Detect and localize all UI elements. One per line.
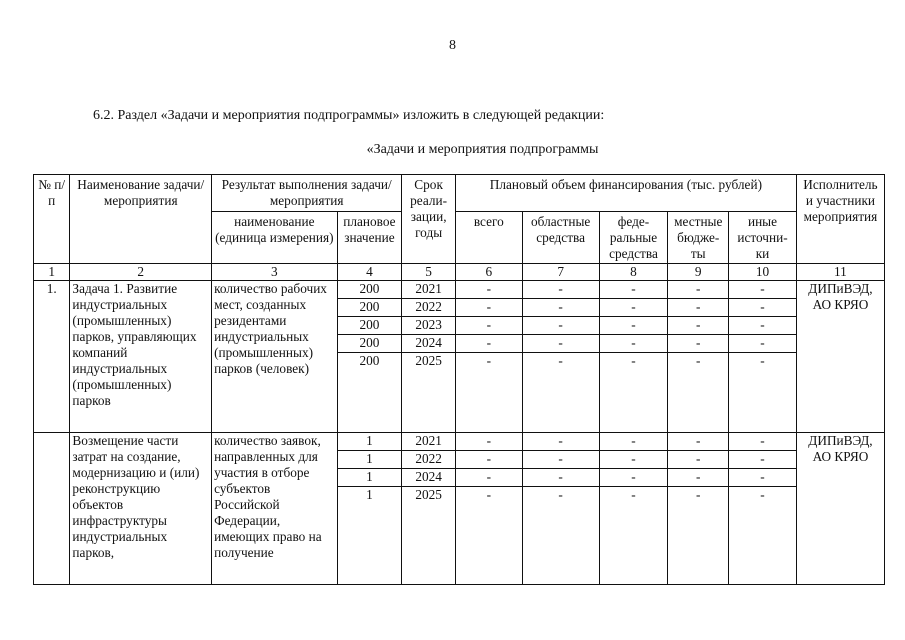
header-finance-group: Плановый объем финансирования (тыс. рублей): [455, 175, 796, 212]
column-number: 6: [455, 264, 522, 281]
column-number: 1: [34, 264, 70, 281]
table-row: [34, 433, 885, 451]
fin-total: -: [455, 469, 522, 487]
fin-local: -: [668, 335, 729, 353]
column-number: 11: [796, 264, 884, 281]
plan-value: 1: [337, 433, 402, 451]
fin-regional: -: [522, 451, 599, 469]
column-number: 2: [70, 264, 212, 281]
column-number: 5: [402, 264, 456, 281]
year: 2024: [402, 335, 456, 353]
fin-federal: -: [599, 335, 668, 353]
executor: ДИПиВЭД, АО КРЯО: [796, 433, 884, 585]
tasks-table: [33, 174, 885, 585]
header-result-group: Результат выполнения задачи/мероприятия: [212, 175, 402, 212]
fin-local: -: [668, 353, 729, 433]
fin-local: -: [668, 469, 729, 487]
fin-federal: -: [599, 451, 668, 469]
fin-regional: -: [522, 299, 599, 317]
fin-local: -: [668, 281, 729, 299]
fin-regional: -: [522, 433, 599, 451]
fin-total: -: [455, 317, 522, 335]
fin-other: -: [729, 299, 797, 317]
year: 2022: [402, 299, 456, 317]
column-number: 8: [599, 264, 668, 281]
plan-value: 1: [337, 469, 402, 487]
fin-federal: -: [599, 433, 668, 451]
header-executor: Исполнитель и участники мероприятия: [796, 175, 884, 264]
fin-federal: -: [599, 317, 668, 335]
row-num: 1.: [34, 281, 70, 433]
plan-value: 1: [337, 487, 402, 585]
year: 2021: [402, 281, 456, 299]
header-name: Наименование задачи/мероприятия: [70, 175, 212, 264]
year: 2023: [402, 317, 456, 335]
column-number: 4: [337, 264, 402, 281]
fin-total: -: [455, 451, 522, 469]
year: 2025: [402, 487, 456, 585]
plan-value: 200: [337, 335, 402, 353]
header-result-plan: плановое значение: [337, 212, 402, 264]
fin-total: -: [455, 335, 522, 353]
fin-regional: -: [522, 335, 599, 353]
fin-federal: -: [599, 487, 668, 585]
fin-total: -: [455, 299, 522, 317]
plan-value: 200: [337, 353, 402, 433]
header-fin-federal: феде- ральные средства: [599, 212, 668, 264]
row-num: [34, 433, 70, 585]
fin-local: -: [668, 433, 729, 451]
header-term: Срок реали- зации, годы: [402, 175, 456, 264]
task-name: Возмещение части затрат на создание, модернизацию и (или) реконструкцию объектов инфраструктуры индустриальных парков,: [70, 433, 212, 585]
fin-other: -: [729, 281, 797, 299]
column-number: 7: [522, 264, 599, 281]
table-row: [34, 281, 885, 299]
fin-other: -: [729, 451, 797, 469]
fin-other: -: [729, 353, 797, 433]
fin-regional: -: [522, 317, 599, 335]
intro-paragraph: 6.2. Раздел «Задачи и мероприятия подпрограммы» изложить в следующей редакции:: [93, 108, 605, 123]
fin-total: -: [455, 487, 522, 585]
year: 2024: [402, 469, 456, 487]
table-title: «Задачи и мероприятия подпрограммы: [366, 142, 599, 157]
fin-federal: -: [599, 299, 668, 317]
fin-other: -: [729, 433, 797, 451]
fin-local: -: [668, 299, 729, 317]
fin-other: -: [729, 487, 797, 585]
fin-federal: -: [599, 353, 668, 433]
fin-regional: -: [522, 353, 599, 433]
year: 2022: [402, 451, 456, 469]
year: 2025: [402, 353, 456, 433]
plan-value: 200: [337, 281, 402, 299]
column-number: 10: [729, 264, 797, 281]
task-name: Задача 1. Развитие индустриальных (промышленных) парков, управляющих компаний индустриальных (промышленных) парков: [70, 281, 212, 433]
fin-federal: -: [599, 281, 668, 299]
column-numbers-row: [34, 264, 885, 281]
fin-local: -: [668, 451, 729, 469]
fin-other: -: [729, 335, 797, 353]
fin-other: -: [729, 317, 797, 335]
plan-value: 200: [337, 299, 402, 317]
header-fin-local: местные бюдже- ты: [668, 212, 729, 264]
column-number: 9: [668, 264, 729, 281]
plan-value: 200: [337, 317, 402, 335]
fin-federal: -: [599, 469, 668, 487]
fin-total: -: [455, 433, 522, 451]
page-number: 8: [449, 38, 456, 53]
header-fin-regional: областные средства: [522, 212, 599, 264]
fin-other: -: [729, 469, 797, 487]
year: 2021: [402, 433, 456, 451]
indicator-name: количество заявок, направленных для участия в отборе субъектов Российской Федерации, имеющих право на получение: [212, 433, 337, 585]
fin-local: -: [668, 317, 729, 335]
header-result-name: наименование (единица измерения): [212, 212, 337, 264]
header-fin-other: иные источни- ки: [729, 212, 797, 264]
fin-regional: -: [522, 281, 599, 299]
indicator-name: количество рабочих мест, созданных резидентами индустриальных (промышленных) парков (человек): [212, 281, 337, 433]
fin-regional: -: [522, 487, 599, 585]
column-number: 3: [212, 264, 337, 281]
executor: ДИПиВЭД, АО КРЯО: [796, 281, 884, 433]
plan-value: 1: [337, 451, 402, 469]
fin-local: -: [668, 487, 729, 585]
fin-total: -: [455, 353, 522, 433]
header-num: № п/п: [34, 175, 70, 264]
header-fin-total: всего: [455, 212, 522, 264]
fin-total: -: [455, 281, 522, 299]
fin-regional: -: [522, 469, 599, 487]
